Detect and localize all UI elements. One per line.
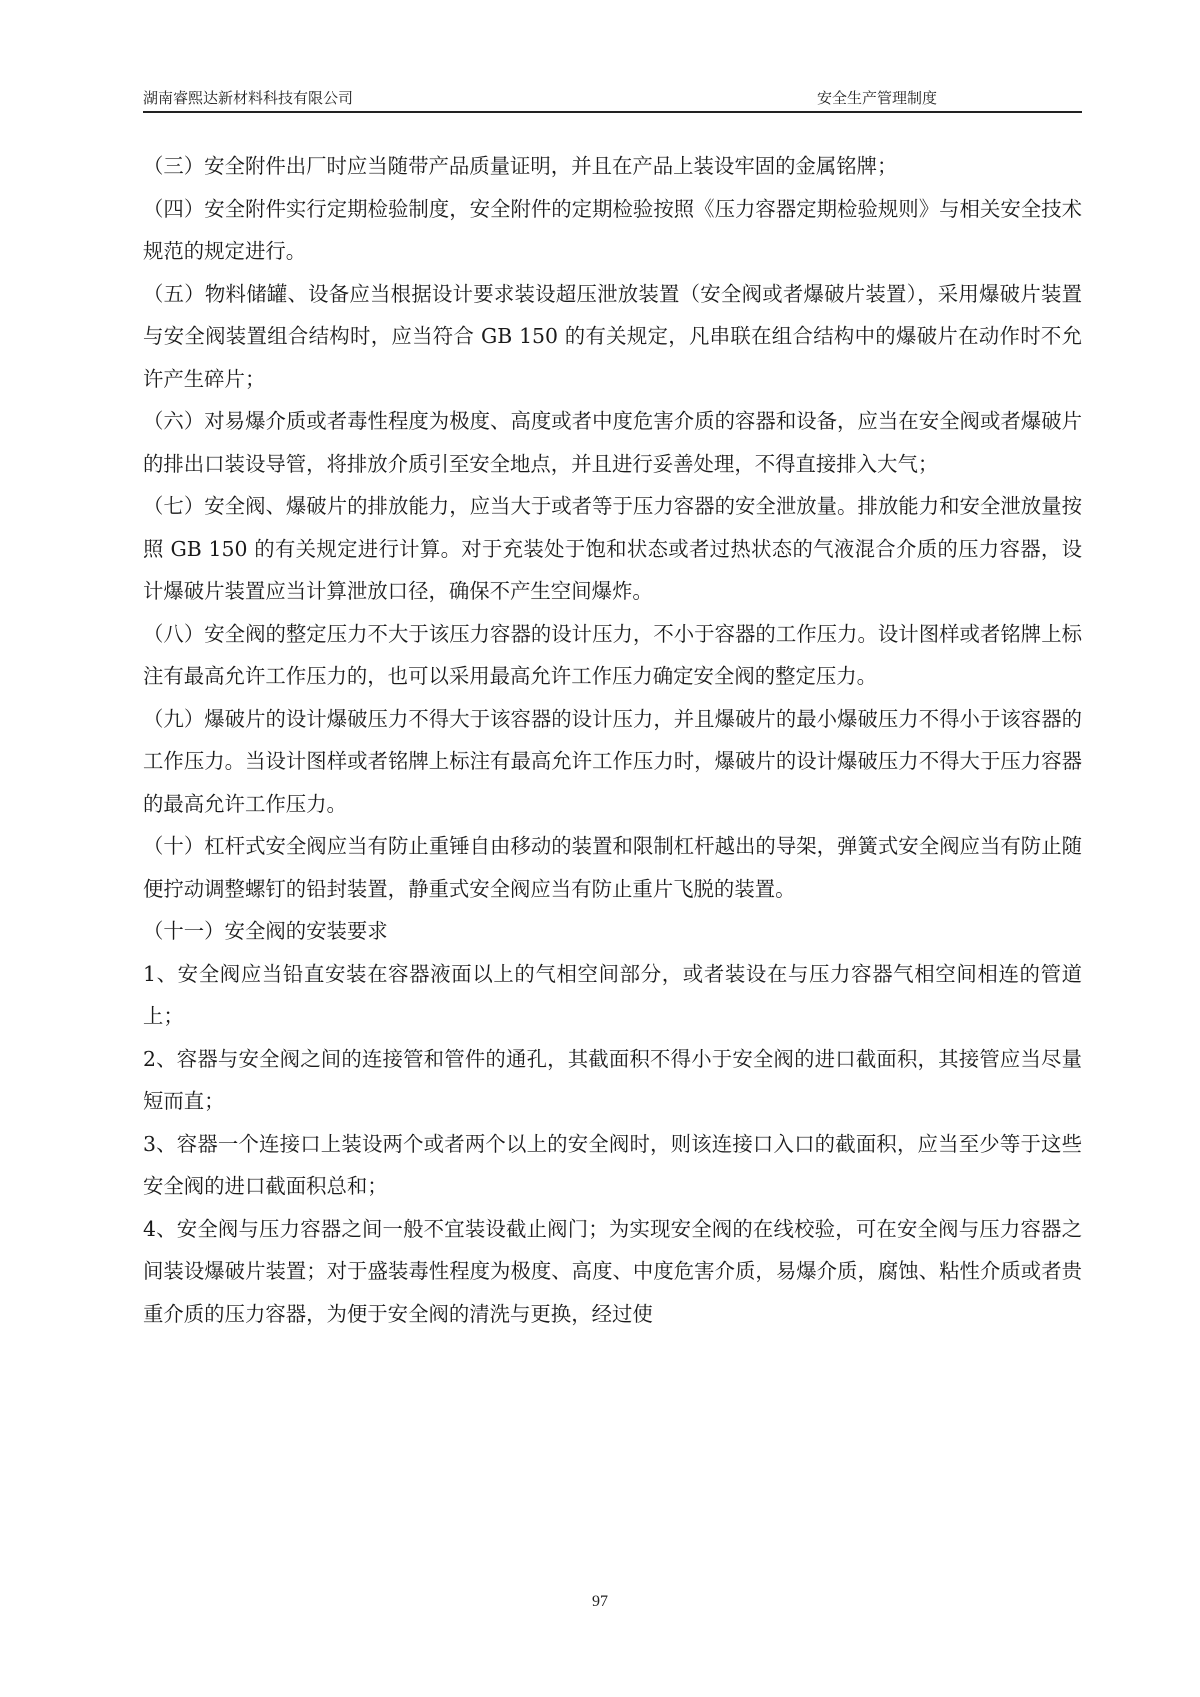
list-item-1: 1、安全阀应当铅直安装在容器液面以上的气相空间部分，或者装设在与压力容器气相空间相连的管道上；	[143, 961, 1082, 1028]
document-title: 安全生产管理制度	[816, 89, 937, 107]
section-heading-11: （十一）安全阀的安装要求	[143, 919, 388, 943]
list-item-4: 4、安全阀与压力容器之间一般不宜装设截止阀门；为实现安全阀的在线校验，可在安全阀与压力容器之间装设爆破片装置；对于盛装毒性程度为极度、高度、中度危害介质，易爆介质，腐蚀、粘性介质或者贵重介质的压力容器，为便于安全阀的清洗与更换，经过使	[143, 1216, 1082, 1326]
paragraph-item-5: （五）物料储罐、设备应当根据设计要求装设超压泄放装置（安全阀或者爆破片装置），采用爆破片装置与安全阀装置组合结构时，应当符合 GB 150 的有关规定，凡串联在组合结构中的爆破片在动作时不允许产生碎片；	[143, 281, 1082, 391]
paragraph-item-3: （三）安全附件出厂时应当随带产品质量证明，并且在产品上装设牢固的金属铭牌；	[143, 154, 898, 178]
header-divider	[143, 111, 1082, 113]
paragraph-item-10: （十）杠杆式安全阀应当有防止重锤自由移动的装置和限制杠杆越出的导架，弹簧式安全阀应当有防止随便拧动调整螺钉的铅封装置，静重式安全阀应当有防止重片飞脱的装置。	[143, 834, 1082, 901]
paragraph-item-7: （七）安全阀、爆破片的排放能力，应当大于或者等于压力容器的安全泄放量。排放能力和安全泄放量按照 GB 150 的有关规定进行计算。对于充装处于饱和状态或者过热状态的气液混合介质的压力容器，设计爆破片装置应当计算泄放口径，确保不产生空间爆炸。	[143, 494, 1082, 603]
list-item-2: 2、容器与安全阀之间的连接管和管件的通孔，其截面积不得小于安全阀的进口截面积，其接管应当尽量短而直；	[143, 1046, 1082, 1113]
page-header	[143, 86, 1082, 110]
list-item-3: 3、容器一个连接口上装设两个或者两个以上的安全阀时，则该连接口入口的截面积，应当至少等于这些安全阀的进口截面积总和；	[143, 1131, 1082, 1198]
body-text	[143, 145, 1082, 1335]
paragraph-item-4: （四）安全附件实行定期检验制度，安全附件的定期检验按照《压力容器定期检验规则》与相关安全技术规范的规定进行。	[143, 196, 1082, 263]
paragraph-item-9: （九）爆破片的设计爆破压力不得大于该容器的设计压力，并且爆破片的最小爆破压力不得小于该容器的工作压力。当设计图样或者铭牌上标注有最高允许工作压力时，爆破片的设计爆破压力不得大于压力容器的最高允许工作压力。	[143, 706, 1082, 816]
company-name: 湖南睿熙达新材料科技有限公司	[143, 89, 354, 107]
paragraph-item-6: （六）对易爆介质或者毒性程度为极度、高度或者中度危害介质的容器和设备，应当在安全阀或者爆破片的排出口装设导管，将排放介质引至安全地点，并且进行妥善处理，不得直接排入大气；	[143, 409, 1082, 476]
page-number: 97	[592, 1593, 608, 1610]
paragraph-item-8: （八）安全阀的整定压力不大于该压力容器的设计压力，不小于容器的工作压力。设计图样或者铭牌上标注有最高允许工作压力的，也可以采用最高允许工作压力确定安全阀的整定压力。	[143, 621, 1082, 688]
